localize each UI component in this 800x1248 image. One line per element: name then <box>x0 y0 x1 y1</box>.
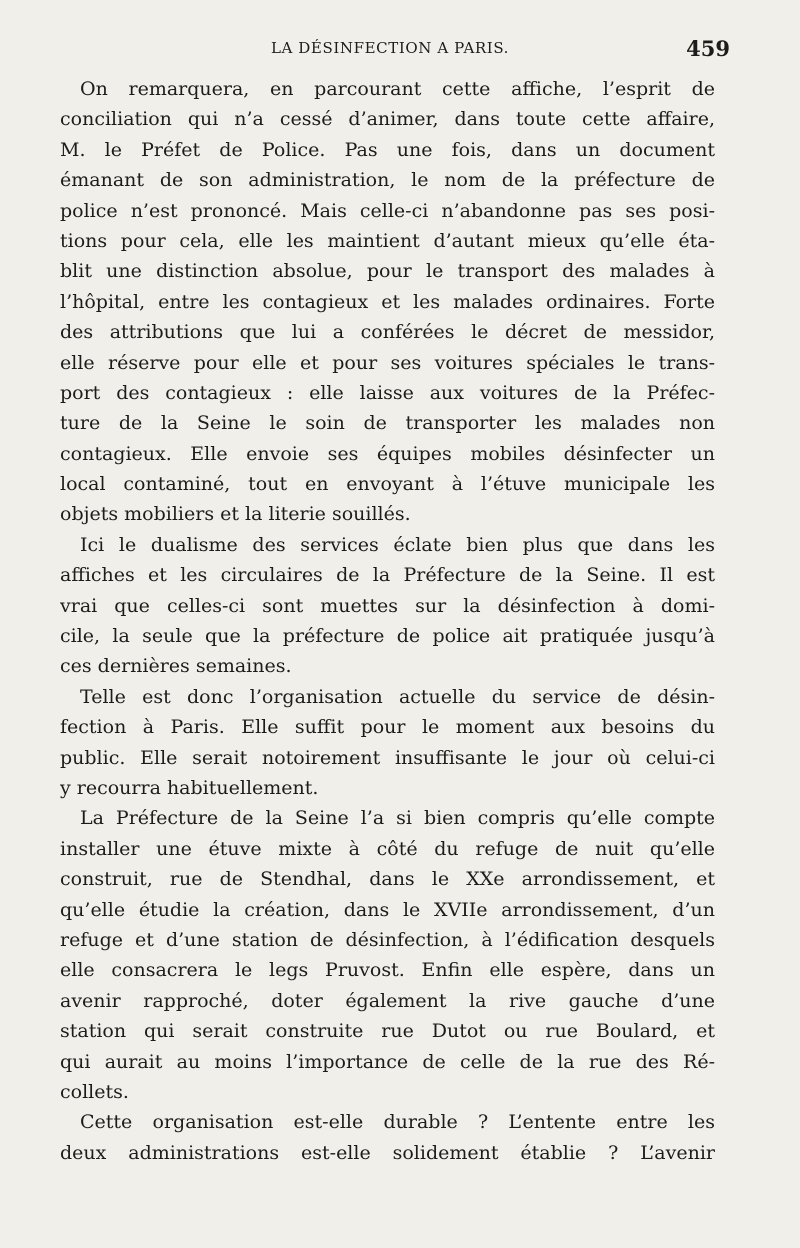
text-line: station qui serait construite rue Dutot ou rue Boulard, et <box>60 1020 715 1043</box>
text-line: affiches et les circulaires de la Préfecture de la Seine. Il est <box>60 564 715 587</box>
page-number: 459 <box>686 36 730 61</box>
running-title: LA DÉSINFECTION A PARIS. <box>270 39 510 57</box>
running-header <box>60 36 730 62</box>
text-line: elle réserve pour elle et pour ses voitures spéciales le trans- <box>60 351 715 374</box>
text-line: refuge et d’une station de désinfection, à l’édification desquels <box>60 928 715 951</box>
text-line: vrai que celles-ci sont muettes sur la désinfection à domi- <box>60 594 715 617</box>
text-line: Cette organisation est-elle durable ? L’entente entre les <box>80 1111 715 1134</box>
text-line: police n’est prononcé. Mais celle-ci n’abandonne pas ses posi- <box>60 199 715 222</box>
text-line: Telle est donc l’organisation actuelle du service de désin- <box>80 685 715 708</box>
text-line: installer une étuve mixte à côté du refuge de nuit qu’elle <box>60 837 715 860</box>
text-line: l’hôpital, entre les contagieux et les malades ordinaires. Forte <box>60 290 715 313</box>
text-line: blit une distinction absolue, pour le transport des malades à <box>60 260 715 283</box>
text-line: avenir rapproché, doter également la rive gauche d’une <box>60 989 715 1012</box>
text-line: elle consacrera le legs Pruvost. Enfin elle espère, dans un <box>60 959 715 982</box>
text-line: On remarquera, en parcourant cette affiche, l’esprit de <box>80 78 715 100</box>
body-text <box>60 74 715 1168</box>
text-line: qui aurait au moins l’importance de celle de la rue des Ré- <box>60 1050 715 1073</box>
text-line: objets mobiliers et la literie souillés. <box>60 503 411 526</box>
text-line: construit, rue de Stendhal, dans le XXe arrondissement, et <box>60 868 715 891</box>
text-line: deux administrations est-elle solidement établie ? L’avenir <box>60 1141 715 1164</box>
text-line: M. le Préfet de Police. Pas une fois, dans un document <box>60 138 715 161</box>
text-line: local contaminé, tout en envoyant à l’étuve municipale les <box>60 473 715 496</box>
text-line: cile, la seule que la préfecture de police ait pratiquée jusqu’à <box>60 625 715 648</box>
text-line: fection à Paris. Elle suffit pour le moment aux besoins du <box>60 716 715 739</box>
text-line: y recourra habituellement. <box>60 776 319 799</box>
text-line: La Préfecture de la Seine l’a si bien compris qu’elle compte <box>80 807 715 830</box>
text-line: Ici le dualisme des services éclate bien plus que dans les <box>80 533 715 556</box>
text-line: ces dernières semaines. <box>60 655 292 678</box>
text-line: port des contagieux : elle laisse aux voitures de la Préfec- <box>60 381 715 404</box>
text-line: qu’elle étudie la création, dans le XVIIe arrondissement, d’un <box>60 898 715 921</box>
text-line: conciliation qui n’a cessé d’animer, dans toute cette affaire, <box>60 108 715 131</box>
text-line: tions pour cela, elle les maintient d’autant mieux qu’elle éta- <box>60 229 715 252</box>
text-line: public. Elle serait notoirement insuffisante le jour où celui-ci <box>60 746 715 769</box>
text-line: collets. <box>60 1080 129 1103</box>
text-line: des attributions que lui a conférées le décret de messidor, <box>60 321 715 344</box>
text-line: contagieux. Elle envoie ses équipes mobiles désinfecter un <box>60 442 715 465</box>
text-line: ture de la Seine le soin de transporter les malades non <box>60 412 715 435</box>
text-line: émanant de son administration, le nom de la préfecture de <box>60 169 715 192</box>
